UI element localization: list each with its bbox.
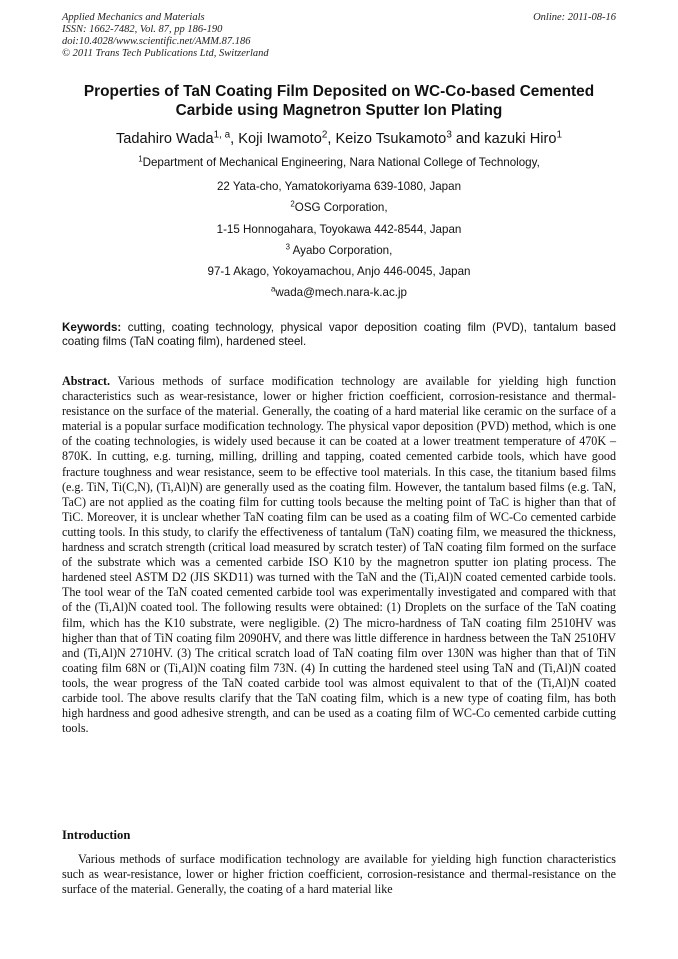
keywords <box>62 321 616 349</box>
affiliation-2-address: 1-15 Honnogahara, Toyokawa 442-8544, Japan <box>216 223 462 236</box>
author-separator: , <box>230 131 239 147</box>
affiliation-2 <box>40 201 638 215</box>
author-list <box>40 130 638 148</box>
affiliation-name: Ayabo Corporation, <box>290 244 393 257</box>
abstract <box>62 374 616 736</box>
affiliation-3 <box>40 244 638 258</box>
corresponding-email <box>40 286 638 300</box>
keywords-text: cutting, coating technology, physical vapor deposition coating film (PVD), tantalum based coating films (TaN coating film), hardened steel. <box>62 321 616 348</box>
doi-line: doi:10.4028/www.scientific.net/AMM.87.186 <box>62 36 251 47</box>
paper-title: Properties of TaN Coating Film Deposited on WC-Co-based Cemented Carbide using Magnetron Sputter Ion Plating <box>83 83 595 119</box>
affiliation-mark: 2 <box>290 199 295 209</box>
affiliation-1-address: 22 Yata-cho, Yamatokoriyama 639-1080, Japan <box>216 180 462 193</box>
affiliation-3-address: 97-1 Akago, Yokoyamachou, Anjo 446-0045, Japan <box>207 265 471 278</box>
copyright-line: © 2011 Trans Tech Publications Ltd, Switzerland <box>62 48 269 59</box>
email-mark: a <box>270 284 276 294</box>
affiliation-1 <box>40 156 638 170</box>
author-separator: and <box>451 131 485 147</box>
affiliation-name: Department of Mechanical Engineering, Nara National College of Technology, <box>142 156 540 169</box>
affiliation-mark: 3 <box>285 242 291 252</box>
email-address: wada@mech.nara-k.ac.jp <box>275 286 408 299</box>
abstract-label: Abstract. <box>62 374 111 388</box>
author-name: Keizo Tsukamoto <box>335 131 447 147</box>
author-affiliation-mark: 3 <box>446 129 452 141</box>
affiliation-mark: 1 <box>138 154 143 164</box>
keywords-label: Keywords: <box>62 321 122 334</box>
issn-line: ISSN: 1662-7482, Vol. 87, pp 186-190 <box>62 24 223 35</box>
author-name: Tadahiro Wada <box>116 131 214 147</box>
online-date: Online: 2011-08-16 <box>533 12 616 23</box>
running-header <box>62 12 616 60</box>
introduction-paragraph: Various methods of surface modification technology are available for yielding high function characteristics such as wear-resistance, lower or higher friction coefficient, corrosion-resistance and thermal-resistance on the surface of the material. Generally, the coating of a hard material like <box>62 852 616 897</box>
author-name: Koji Iwamoto <box>238 131 322 147</box>
journal-name: Applied Mechanics and Materials <box>62 12 205 23</box>
author-separator: , <box>327 131 336 147</box>
introduction-heading: Introduction <box>62 828 131 842</box>
author-affiliation-mark: 2 <box>321 129 328 141</box>
author-name: kazuki Hiro <box>484 131 557 147</box>
abstract-text: Various methods of surface modification technology are available for yielding high function characteristics such as wear-resistance, lower or higher friction coefficient, corrosion-resistance and thermal-resistance on the surface of the material. Generally, the coating of a hard material like ceramic on the surface of a material is a popular surface modification technology. The physical vapor deposition (PVD) method, which is one of the coating technologies, is widely used because it can be coated at a lower treatment temperature of 470K – 870K. In cutting, e.g. turning, milling, drilling and tapping, coated cemented carbide tools, which have good fracture toughness and wear resistance, seem to be effective tool materials. In this case, the titanium based films (e.g. TiN, Ti(C,N), (Ti,Al)N) are generally used as the coating film. However, the tantalum based films (e.g. TaN, TaC) are not applied as the coating film for cutting tools because the melting point of TaC is higher than that of TiC. Moreover, it is unclear whether TaN coating film can be used as a coating film of WC-Co cemented carbide cutting tools. In this study, to clarify the effectiveness of tantalum (TaN) coating film, we measured the thickness, hardness and scratch strength (critical load measured by scratch tester) of TaN coating film formed on the surface of the substrate which was a cemented carbide ISO K10 by the magnetron sputter ion plating process. The hardened steel ASTM D2 (JIS SKD11) was turned with the TaN and the (Ti,Al)N coated cemented carbide tools. The tool wear of the TaN coated cemented carbide tool was experimentally investigated and compared with that of the (Ti,Al)N coated tool. The following results were obtained: (1) Droplets on the surface of the TaN coating film, which has the K10 substrate, were negligible. (2) The micro-hardness of TaN coating film 2510HV was higher than that of TiN coating film 2090HV, and there was little difference in hardness between the TaN 2510HV and (Ti,Al)N 2710HV. (3) The critical scratch load of TaN coating film over 130N was higher than that of TiN coating film 68N or (Ti,Al)N coating film 73N. (4) In cutting the hardened steel using TaN and (Ti,Al)N coated tools, the wear progress of the TaN coated carbide tool was almost equivalent to that of the (Ti,Al)N coated carbide tool. The above results clarify that the TaN coating film, which is a new type of coating film, has both high hardness and good adhesive strength, and can be used as a coating film of WC-Co cemented carbide cutting tools. <box>62 374 616 736</box>
author-affiliation-mark: 1, a <box>213 129 231 141</box>
affiliation-name: OSG Corporation, <box>294 201 388 214</box>
author-affiliation-mark: 1 <box>556 129 562 141</box>
